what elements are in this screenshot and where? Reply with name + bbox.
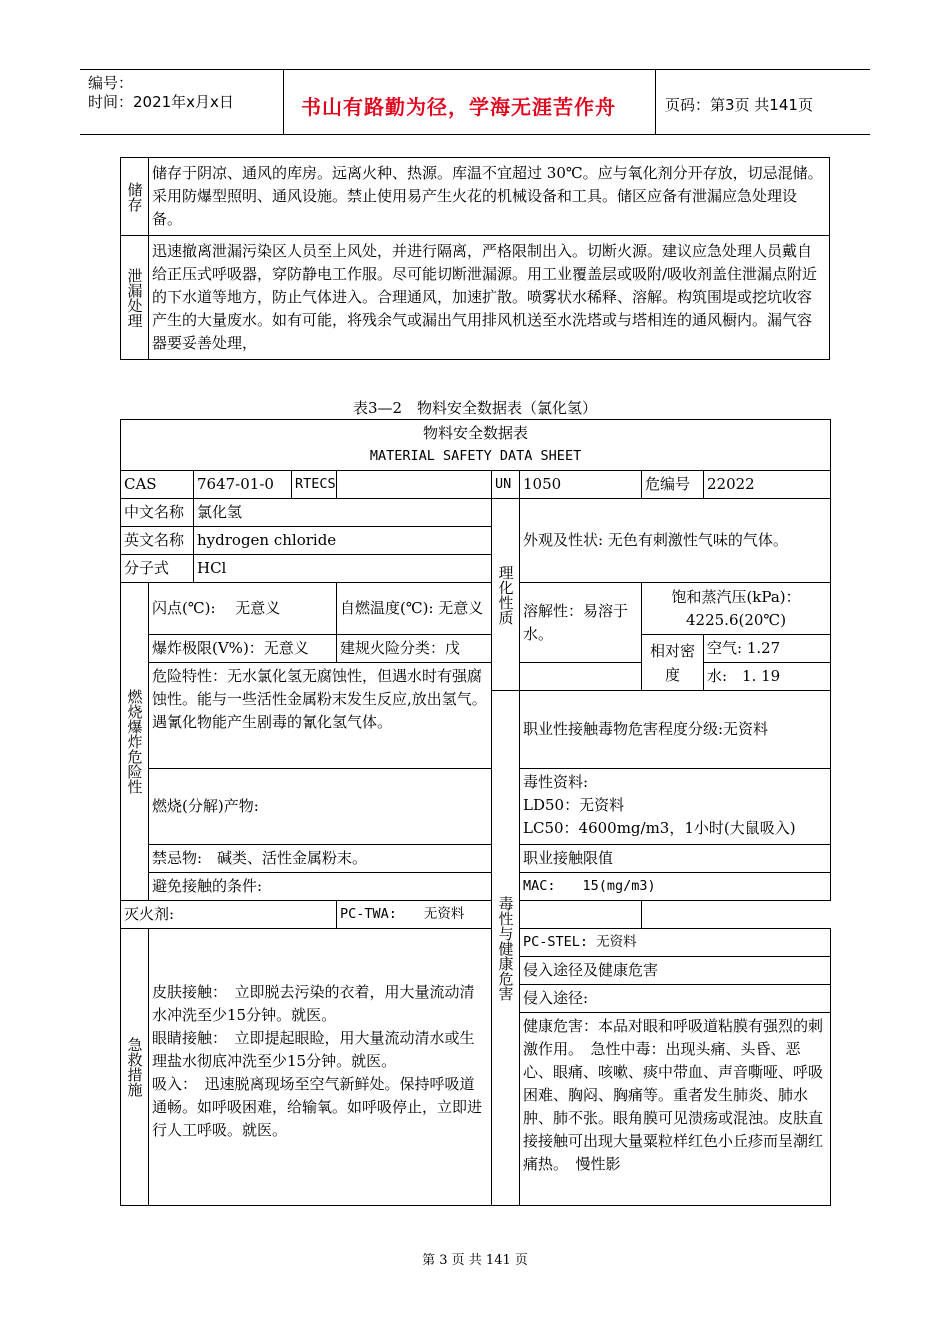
fire-class: 建规火险分类：戊 [337,635,492,663]
occupational-limits: 职业接触限值 [520,845,831,873]
vapor-pressure-cell [642,583,831,635]
phys-props-label [492,499,520,691]
route-hazard-heading: 侵入途径及健康危害 [520,957,831,985]
header-page-label: 页码：第3页 共141页 [665,96,813,114]
header-motto: 书山有路勤为径，学海无涯苦作舟 [301,95,616,119]
un-label: UN [492,471,520,499]
cn-name-label: 中文名称 [121,499,194,527]
formula-label: 分子式 [121,555,194,583]
fire-hazard-label [121,583,149,901]
mac-value: MAC: 15(mg/m3) [520,873,831,901]
vapor-pressure-value: 4225.6(20℃) [686,610,787,629]
rtecs-value [337,471,492,499]
toxicity-health-text: 毒性与健康危害 [496,895,515,1001]
phys-props-text: 理化性质 [496,564,515,625]
danger-number-label: 危编号 [642,471,704,499]
cas-value: 7647-01-0 [194,471,292,499]
en-name-value: hydrogen chloride [194,527,492,555]
invasion-route: 侵入途径: [520,985,831,1013]
cn-name-value: 氯化氢 [194,499,492,527]
fire-hazard-text: 燃烧爆炸危险性 [125,689,144,794]
pc-stel-value: PC-STEL: 无资料 [520,929,831,957]
page-footer: 第 3 页 共 141 页 [422,1253,528,1268]
storage-label: 储存 [121,158,149,236]
danger-number-value: 22022 [704,471,831,499]
incompatible-materials: 禁忌物: 碱类、活性金属粉末。 [149,845,492,873]
un-value: 1050 [520,471,642,499]
header-divider-right [655,69,656,135]
cas-label: CAS [121,471,194,499]
first-aid-text: 皮肤接触： 立即脱去污染的衣着，用大量流动清水冲洗至少15分钟。就医。 眼睛接触： 立即提起眼睑，用大量流动清水或生理盐水彻底冲洗至少15分钟。就医。 吸入： 迅速脱离现场至空气新鲜处。保持呼吸道通畅。如呼吸困难，给输氧。如呼吸停止，立即进行人工呼吸。就医。 [149,929,492,1206]
density-air: 空气: 1.27 [704,635,831,663]
flash-point: 闪点(℃): 无意义 [149,583,337,635]
formula-value: HCl [194,555,492,583]
header-divider-left [283,69,284,135]
header-bottom-rule [80,134,870,135]
leak-label: 泄漏处理 [121,236,149,360]
document-number-label: 编号： [88,74,134,92]
relative-density-label: 相对密度 [642,635,704,691]
msds-title-cn: 物料安全数据表 [423,424,529,442]
health-hazard: 健康危害：本品对眼和呼吸道粘膜有强烈的刺激作用。 急性中毒：出现头痛、头昏、恶心、眼痛、咳嗽、痰中带血、声音嘶哑、呼吸困难、胸闷、胸痛等。重者发生肺炎、肺水肿、肺不张。眼角膜可见溃疡或混浊。皮肤直接接触可出现大量粟粒样红色小丘疹而呈潮红痛热。 慢性影 [520,1013,831,1206]
en-name-label: 英文名称 [121,527,194,555]
explosion-limit: 爆炸极限(V%)：无意义 [149,635,337,663]
document-time-label: 时间：2021年x月x日 [88,93,234,111]
occupational-hazard-class: 职业性接触毒物危害程度分级:无资料 [520,691,831,769]
msds-title-cell [121,420,831,471]
solubility: 溶解性：易溶于水。 [520,583,642,663]
storage-text: 储存于阴凉、通风的库房。远离火种、热源。库温不宜超过 30℃。应与氧化剂分开存放，切忌混储。采用防爆型照明、通风设施。禁止使用易产生火花的机械设备和工具。储区应备有泄漏应急处理设备。 [149,158,830,236]
toxicity-data: 毒性资料: LD50：无资料 LC50：4600mg/m3，1小时(大鼠吸入) [520,769,831,845]
storage-leak-table [120,157,830,360]
msds-table [120,419,831,1206]
hazard-characteristics: 危险特性：无水氯化氢无腐蚀性，但遇水时有强腐蚀性。能与一些活性金属粉末发生反应,放出氢气。遇氰化物能产生剧毒的氰化氢气体。 [149,663,492,769]
combustion-products: 燃烧(分解)产物: [149,769,492,845]
appearance: 外观及性状: 无色有刺激性气味的气体。 [520,499,831,583]
msds-title-en: MATERIAL SAFETY DATA SHEET [369,448,582,464]
first-aid-label [121,929,149,1206]
density-water: 水: 1. 19 [704,663,831,691]
header-top-rule [80,69,870,70]
vapor-pressure-label: 饱和蒸汽压(kPa)： [671,587,801,606]
extinguishing-agent: 灭火剂: [121,901,337,929]
toxicity-health-label [492,691,520,1206]
pc-twa-value: PC-TWA: 无资料 [337,901,642,929]
rtecs-label: RTECS [292,471,337,499]
solubility-continued [520,663,642,691]
first-aid-text-label: 急救措施 [125,1037,144,1097]
table-caption: 表3—2 物料安全数据表（氯化氢） [352,399,598,417]
avoid-conditions: 避免接触的条件: [149,873,492,901]
leak-text: 迅速撤离泄漏污染区人员至上风处，并进行隔离，严格限制出入。切断火源。建议应急处理人员戴自给正压式呼吸器，穿防静电工作服。尽可能切断泄漏源。用工业覆盖层或吸附/吸收剂盖住泄漏点附近的下水道等地方，防止气体进入。合理通风，加速扩散。喷雾状水稀释、溶解。构筑围堤或挖坑收容产生的大量废水。如有可能，将残余气或漏出气用排风机送至水洗塔或与塔相连的通风橱内。漏气容器要妥善处理， [149,236,830,360]
autoignition-temp: 自燃温度(℃): 无意义 [337,583,492,635]
